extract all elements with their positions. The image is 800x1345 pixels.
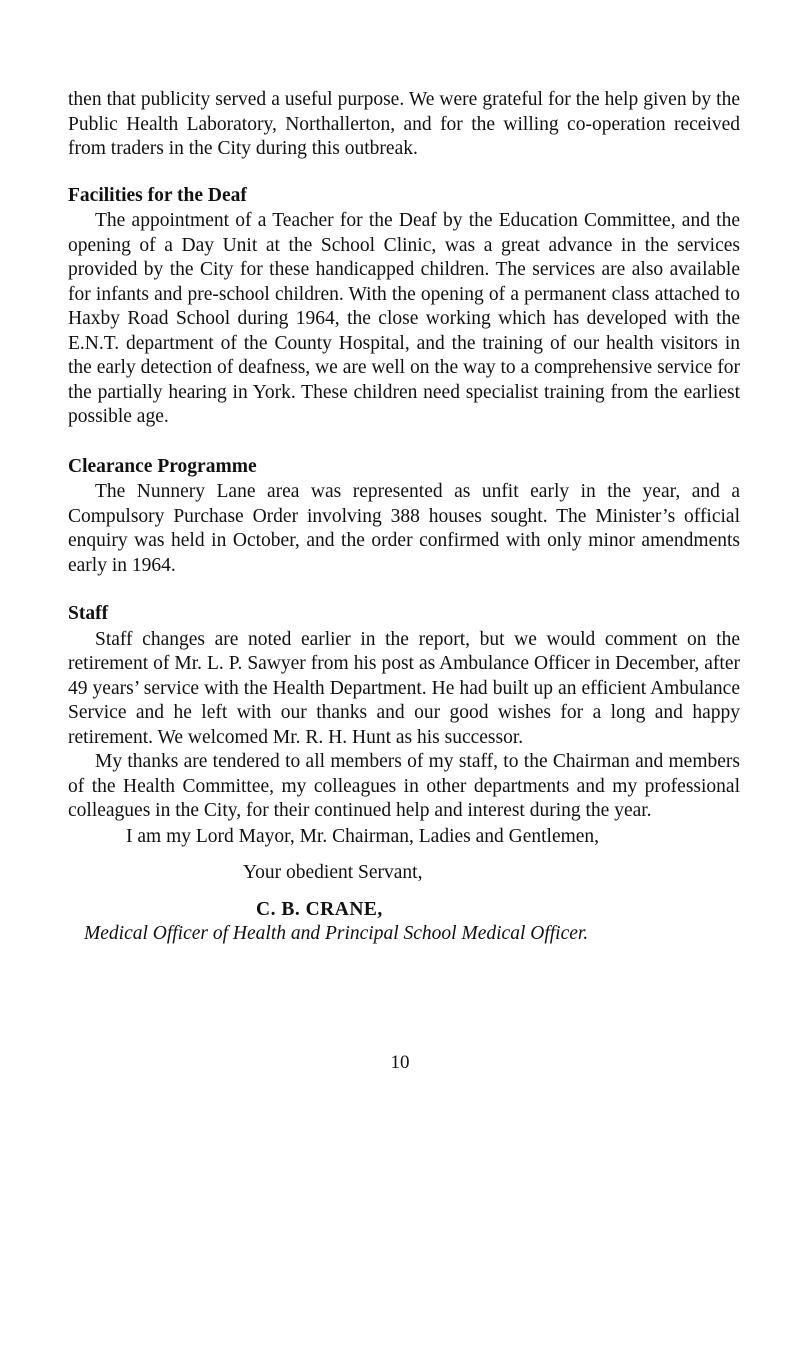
page-number: 10 bbox=[390, 1052, 410, 1073]
clearance-heading: Clearance Programme bbox=[68, 455, 257, 477]
closing-servant: Your obedient Servant, bbox=[243, 862, 423, 883]
signature-name: C. B. CRANE, bbox=[256, 898, 383, 920]
staff-paragraph-1: Staff changes are noted earlier in the report, but we would comment on the retirement of Mr. L. P. Sawyer from his post as Ambulance Officer in December, after 49 years’ service with the Health Department. He had built up an efficient Ambulance Service and he left with our thanks and our good wishes for a long and happy retirement. We welcomed Mr. R. H. Hunt as his successor. bbox=[68, 628, 740, 748]
clearance-paragraph: The Nunnery Lane area was represented as unfit early in the year, and a Compulsory Purchase Order involving 388 houses sought. The Minister’s official enquiry was held in October, and the order confirmed with only minor amendments early in 1964. bbox=[68, 481, 740, 576]
intro-paragraph: then that publicity served a useful purpose. We were grateful for the help given by the Public Health Laboratory, Northallerton, and for the willing co-operation received from traders in the City during this outbreak. bbox=[68, 89, 740, 159]
signature-title: Medical Officer of Health and Principal School Medical Officer. bbox=[84, 923, 589, 944]
staff-paragraph-2: My thanks are tendered to all members of my staff, to the Chairman and members of the Health Committee, my colleagues in other departments and my professional colleagues in the City, for their continued help and interest during the year. bbox=[68, 751, 740, 821]
document-page bbox=[68, 88, 740, 947]
staff-heading: Staff bbox=[68, 603, 109, 624]
facilities-paragraph: The appointment of a Teacher for the Deaf by the Education Committee, and the opening of a Day Unit at the School Clinic, was a great advance in the services provided by the City for these handicapped children. The services are also available for infants and pre-school children. With the opening of a permanent class attached to Haxby Road School during 1964, the close working which has developed with the E.N.T. department of the County Hospital, and the training of our health visitors in the early detection of deafness, we are well on the way to a comprehensive service for the partially hearing in York. These children need specialist training from the earliest possible age. bbox=[68, 210, 740, 427]
closing-salutation: I am my Lord Mayor, Mr. Chairman, Ladies and Gentlemen, bbox=[126, 825, 600, 847]
facilities-heading: Facilities for the Deaf bbox=[68, 184, 247, 206]
